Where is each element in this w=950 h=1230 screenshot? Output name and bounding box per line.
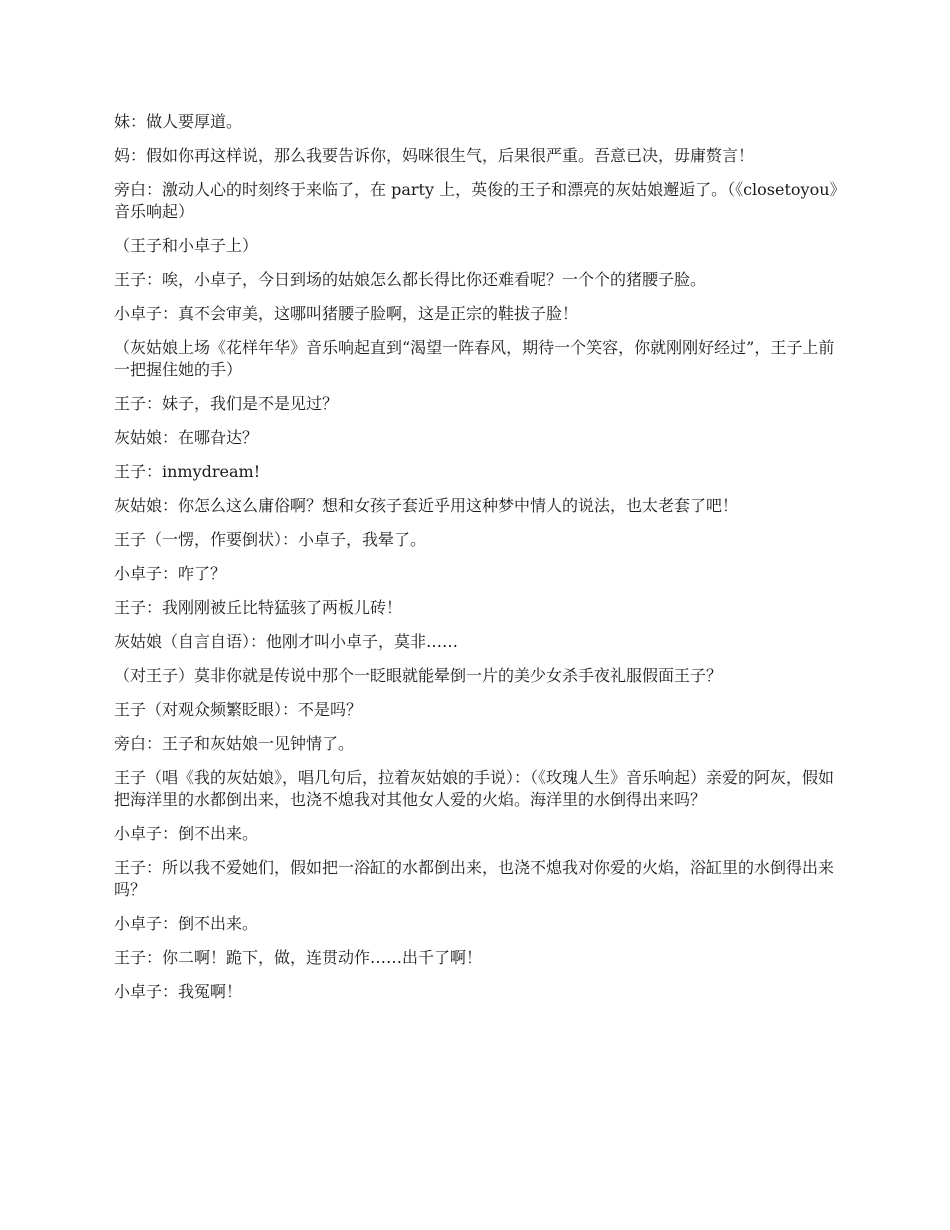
paragraph: 灰姑娘：在哪旮达？ xyxy=(114,428,259,447)
paragraph: 妹：做人要厚道。 xyxy=(114,112,243,131)
paragraph: 小卓子：我冤啊！ xyxy=(114,982,243,1001)
paragraph: 王子（唱《我的灰姑娘》，唱几句后，拉着灰姑娘的手说）：（《玫瑰人生》音乐响起）亲爱的阿灰，假如把海洋里的水都倒出来，也浇不熄我对其他女人爱的火焰。海洋里的水倒得出来吗？ xyxy=(114,768,835,809)
paragraph: 王子：妹子，我们是不是见过？ xyxy=(114,394,339,413)
paragraph: 王子：我刚刚被丘比特猛骇了两板儿砖！ xyxy=(114,598,403,617)
paragraph: 旁白：激动人心的时刻终于来临了，在 party 上，英俊的王子和漂亮的灰姑娘邂逅了。（《closetoyou》音乐响起） xyxy=(114,180,838,221)
paragraph: 灰姑娘（自言自语）：他刚才叫小卓子，莫非…… xyxy=(114,632,459,651)
paragraph: 小卓子：倒不出来。 xyxy=(114,824,259,843)
paragraph: 王子（一愣，作要倒状）：小卓子，我晕了。 xyxy=(114,530,427,549)
paragraph: 王子：inmydream! xyxy=(114,462,261,481)
paragraph: 王子（对观众频繁眨眼）：不是吗？ xyxy=(114,700,363,719)
paragraph: （对王子）莫非你就是传说中那个一眨眼就能晕倒一片的美少女杀手夜礼服假面王子？ xyxy=(114,666,723,685)
paragraph: 旁白：王子和灰姑娘一见钟情了。 xyxy=(114,734,355,753)
paragraph: 妈：假如你再这样说，那么我要告诉你，妈咪很生气，后果很严重。吾意已决，毋庸赘言！ xyxy=(114,146,755,165)
paragraph: （王子和小卓子上） xyxy=(114,236,259,255)
script-text-body xyxy=(114,111,838,1015)
paragraph: 小卓子：倒不出来。 xyxy=(114,914,259,933)
paragraph: 王子：你二啊！跪下，做，连贯动作……出千了啊！ xyxy=(114,948,483,967)
paragraph: 王子：唉，小卓子，今日到场的姑娘怎么都长得比你还难看呢？一个个的猪腰子脸。 xyxy=(114,270,707,289)
paragraph: 小卓子：真不会审美，这哪叫猪腰子脸啊，这是正宗的鞋拔子脸！ xyxy=(114,304,579,323)
paragraph: 王子：所以我不爱她们，假如把一浴缸的水都倒出来，也浇不熄我对你爱的火焰，浴缸里的水倒得出来吗？ xyxy=(114,858,835,899)
paragraph: （灰姑娘上场《花样年华》音乐响起直到“渴望一阵春风，期待一个笑容，你就刚刚好经过”，王子上前一把握住她的手） xyxy=(114,338,835,379)
paragraph: 小卓子：咋了？ xyxy=(114,564,227,583)
paragraph: 灰姑娘：你怎么这么庸俗啊？想和女孩子套近乎用这种梦中情人的说法，也太老套了吧！ xyxy=(114,496,739,515)
